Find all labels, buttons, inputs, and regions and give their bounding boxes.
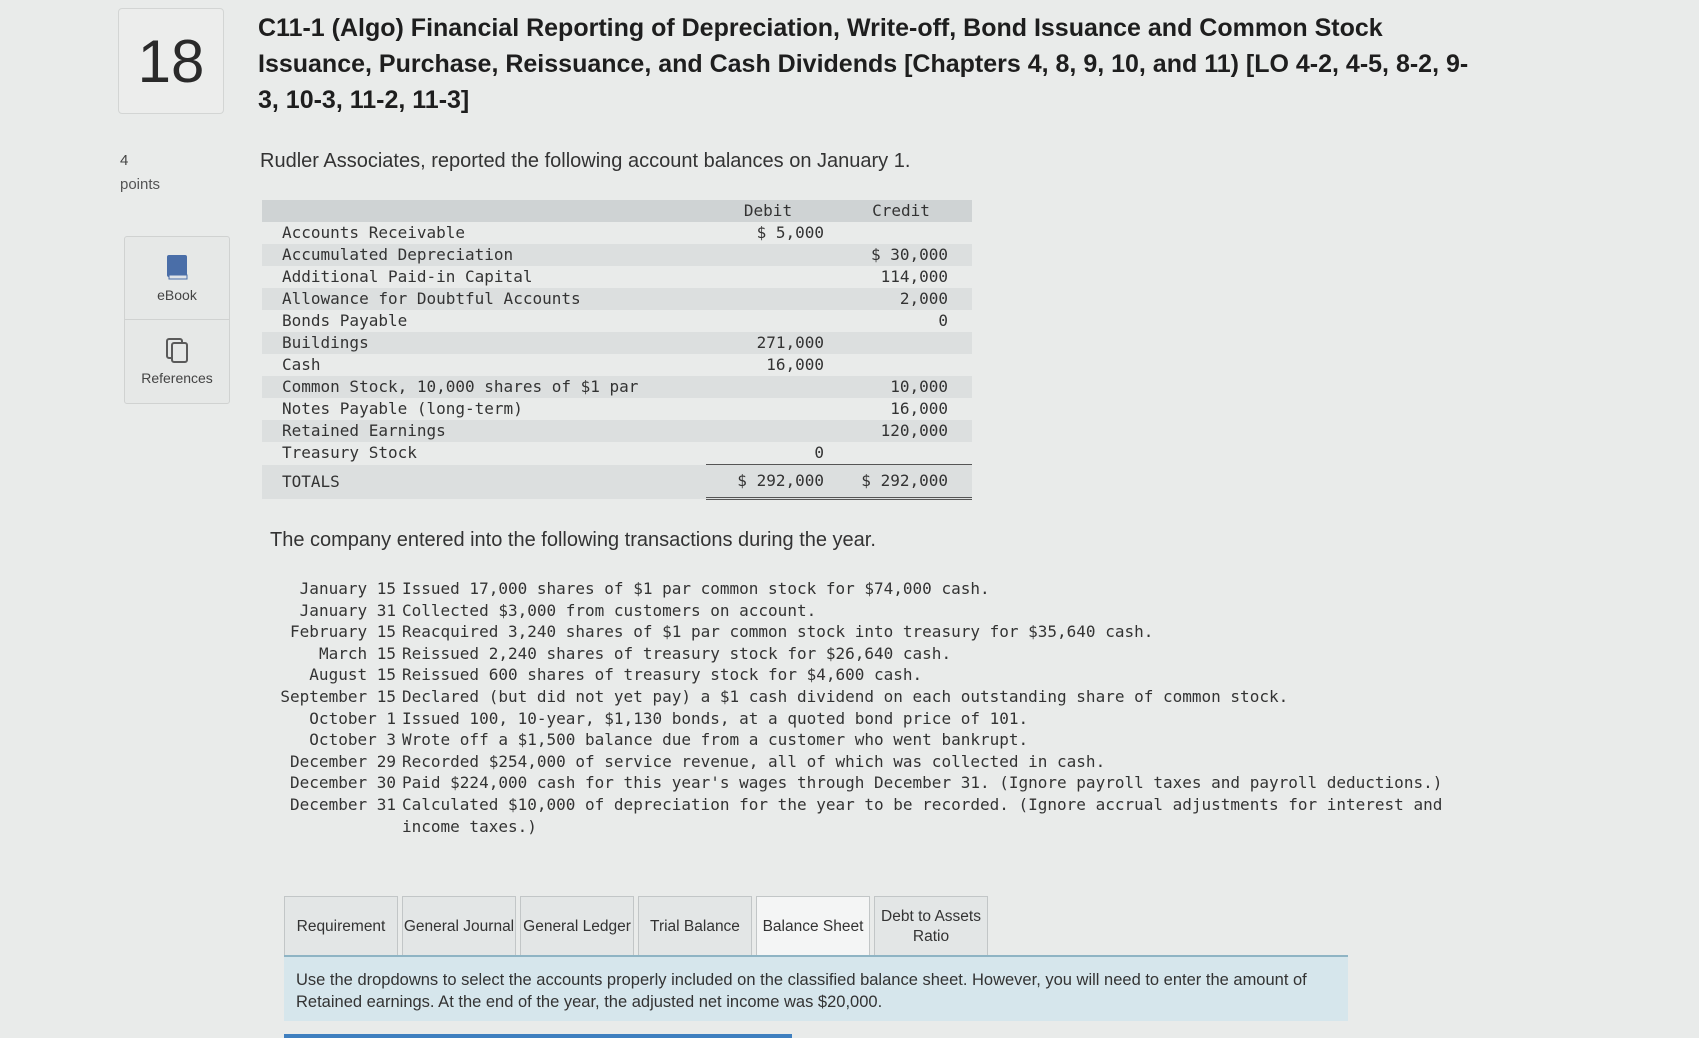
transaction-date: October 1	[309, 708, 396, 728]
transaction-date: February 15	[290, 622, 396, 642]
references-button[interactable]	[125, 319, 229, 402]
credit-header: Credit	[830, 200, 972, 222]
debit-amount	[706, 376, 830, 398]
instructions-panel	[284, 955, 1348, 1021]
account-name: Additional Paid-in Capital	[282, 267, 533, 286]
tab-requirement[interactable]: Requirement	[284, 896, 398, 956]
account-name: Retained Earnings	[262, 420, 706, 442]
account-name: Notes Payable (long-term)	[282, 399, 523, 418]
table-row	[262, 376, 972, 398]
transaction-item	[268, 600, 1462, 622]
table-row	[262, 266, 972, 288]
credit-amount: 114,000	[880, 267, 948, 286]
resource-sidebar	[124, 236, 230, 404]
credit-amount: $ 30,000	[830, 244, 972, 266]
transaction-item	[268, 664, 1462, 686]
debit-amount: 16,000	[766, 355, 824, 374]
debit-amount	[706, 244, 830, 266]
section-bar	[284, 1034, 792, 1038]
credit-amount: 120,000	[830, 420, 972, 442]
debit-amount: 271,000	[706, 332, 830, 354]
copy-pages-icon	[164, 336, 190, 364]
account-name: Accumulated Depreciation	[262, 244, 706, 266]
transaction-description: Reissued 600 shares of treasury stock for $4,600 cash.	[402, 665, 923, 685]
tab-debt-to-assets-ratio[interactable]: Debt to Assets Ratio	[874, 896, 988, 956]
tab-general-journal[interactable]: General Journal	[402, 896, 516, 956]
credit-amount	[830, 332, 972, 354]
intro-text: Rudler Associates, reported the following account balances on January 1.	[260, 150, 911, 172]
points-value: 4	[120, 152, 129, 169]
account-name: Allowance for Doubtful Accounts	[262, 288, 706, 310]
debit-header: Debit	[706, 200, 830, 222]
table-row	[262, 354, 972, 376]
transaction-date: March 15	[318, 643, 396, 663]
transaction-date: December 31	[290, 794, 396, 814]
account-name: Bonds Payable	[282, 311, 408, 330]
table-row	[262, 244, 972, 266]
ebook-button[interactable]	[125, 237, 229, 319]
totals-row	[262, 465, 972, 499]
account-name: Treasury Stock	[282, 443, 417, 463]
account-name: Accounts Receivable	[282, 223, 466, 242]
ebook-label: eBook	[157, 287, 197, 303]
transaction-item	[268, 729, 1462, 751]
account-name: Buildings	[262, 332, 706, 354]
debit-amount	[706, 288, 830, 310]
table-row	[262, 398, 972, 420]
transaction-date: August 15	[309, 665, 396, 685]
tab-balance-sheet[interactable]: Balance Sheet	[756, 896, 870, 957]
table-row	[262, 310, 972, 332]
transaction-item	[268, 621, 1462, 643]
account-name: Common Stock, 10,000 shares of $1 par	[262, 376, 706, 398]
transaction-date: December 29	[290, 751, 396, 771]
transaction-description: Calculated $10,000 of depreciation for the year to be recorded. (Ignore accrual adjustments for interest and income taxes.)	[402, 794, 1443, 836]
debit-amount: 0	[814, 443, 824, 462]
transaction-description: Issued 17,000 shares of $1 par common stock for $74,000 cash.	[402, 579, 990, 598]
transaction-description: Recorded $254,000 of service revenue, all of which was collected in cash.	[402, 751, 1106, 771]
transaction-item	[268, 708, 1462, 730]
balance-table-header	[262, 200, 972, 222]
account-name: Cash	[282, 355, 321, 374]
table-row	[262, 222, 972, 244]
transaction-item	[268, 772, 1462, 794]
transaction-description: Reissued 2,240 shares of treasury stock for $26,640 cash.	[402, 643, 952, 663]
book-icon	[165, 253, 189, 281]
debit-amount	[706, 310, 830, 332]
table-row	[262, 288, 972, 310]
transaction-description: Paid $224,000 cash for this year's wages through December 31. (Ignore payroll taxes and payroll deductions.)	[402, 773, 1443, 793]
debit-total: $ 292,000	[706, 465, 830, 499]
debit-amount	[706, 266, 830, 288]
transaction-date: January 15	[299, 579, 396, 598]
transaction-item	[268, 643, 1462, 665]
transaction-date: January 31	[299, 600, 396, 620]
transaction-date: December 30	[290, 773, 396, 793]
credit-amount: 16,000	[890, 399, 948, 418]
points-label: points	[120, 176, 161, 193]
transaction-item	[268, 751, 1462, 773]
credit-amount: 0	[938, 311, 948, 330]
table-row	[262, 332, 972, 354]
credit-amount	[830, 222, 972, 244]
references-label: References	[141, 370, 213, 386]
tab-trial-balance[interactable]: Trial Balance	[638, 896, 752, 956]
account-header	[262, 200, 706, 222]
transaction-item	[268, 794, 1462, 837]
debit-amount: $ 5,000	[756, 223, 824, 242]
instructions-text: Use the dropdowns to select the accounts properly included on the classified balance sheet. However, you will need to enter the amount of Retained earnings. At the end of the year, the adjusted net income was $20,000.	[296, 971, 1307, 1011]
transactions-list	[268, 578, 1462, 837]
debit-amount	[706, 420, 830, 442]
credit-total: $ 292,000	[830, 465, 972, 499]
tab-general-ledger[interactable]: General Ledger	[520, 896, 634, 956]
transaction-item	[268, 686, 1462, 708]
transaction-date: September 15	[280, 686, 396, 706]
balance-table	[262, 200, 972, 500]
debit-amount	[706, 398, 830, 420]
transaction-description: Declared (but did not yet pay) a $1 cash dividend on each outstanding share of common stock.	[402, 686, 1289, 706]
transaction-description: Wrote off a $1,500 balance due from a customer who went bankrupt.	[402, 730, 1029, 750]
table-row	[262, 442, 972, 465]
credit-amount	[830, 442, 972, 465]
credit-amount: 10,000	[830, 376, 972, 398]
credit-amount	[830, 354, 972, 376]
question-number-text: 18	[137, 27, 205, 95]
transaction-date: October 3	[309, 730, 396, 750]
table-row	[262, 420, 972, 442]
totals-label: TOTALS	[262, 465, 706, 499]
transaction-description: Collected $3,000 from customers on account.	[402, 600, 817, 620]
question-title: C11-1 (Algo) Financial Reporting of Depreciation, Write-off, Bond Issuance and Common Stock Issuance, Purchase, Reissuance, and Cash Dividends [Chapters 4, 8, 9, 10, and 11) [LO 4-2, 4-5, 8-2, 9-3, 10-3, 11-2, 11-3]	[258, 14, 1469, 114]
transaction-description: Issued 100, 10-year, $1,130 bonds, at a quoted bond price of 101.	[402, 708, 1029, 728]
transaction-description: Reacquired 3,240 shares of $1 par common stock into treasury for $35,640 cash.	[402, 622, 1154, 642]
transactions-intro: The company entered into the following transactions during the year.	[270, 529, 876, 551]
transaction-item	[268, 578, 1462, 600]
requirement-tabs	[284, 896, 988, 957]
credit-amount: 2,000	[830, 288, 972, 310]
question-number	[118, 8, 224, 114]
